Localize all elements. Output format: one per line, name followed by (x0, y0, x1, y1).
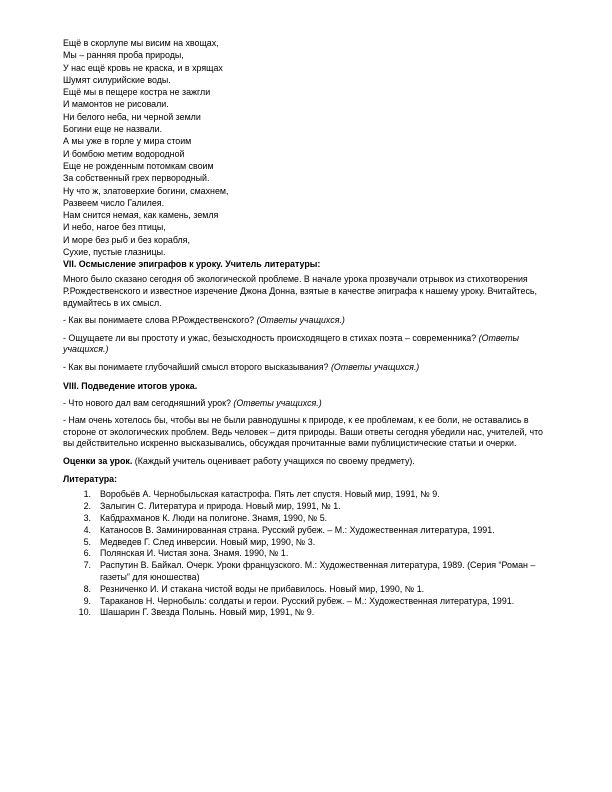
section-7-intro: Много было сказано сегодня об экологической проблеме. В начале урока прозвучали отрывок из стихотворения Р.Рождественского и известное изречение Джона Донна, взятые в качестве эпиграфа к нашему уроку. Вчитайтесь, вдумайтесь в их смысл. (63, 274, 537, 308)
poem-line: Ну что ж, златоверхие богини, смахнем, (63, 185, 229, 196)
list-item (63, 560, 553, 584)
poem-line: За собственный грех первородный. (63, 173, 210, 184)
poem-line: Еще не рожденным потомкам своим (63, 160, 214, 171)
literature-list (63, 489, 553, 619)
literature-heading: Литература: (63, 474, 118, 485)
poem-line: Шумят силурийские воды. (63, 74, 171, 85)
grades-label: Оценки за урок. (63, 455, 133, 466)
item-number: 3. (83, 513, 91, 524)
item-text: Тараканов Н. Чернобыль: солдаты и герои. Русский рубеж. – М.: Художественная литература, 1991. (100, 595, 515, 606)
poem-line: И бомбою метим водородной (63, 148, 185, 159)
poem-line: И мамонтов не рисовали. (63, 99, 169, 110)
answer-note: (Ответы учащихся.) (330, 361, 420, 372)
poem-line: У нас ещё кровь не краска, и в хрящах (63, 62, 223, 73)
item-text: Полянская И. Чистая зона. Знамя. 1990, № 1. (100, 548, 289, 559)
item-text: Катаносов В. Заминированная страна. Русский рубеж. – М.: Художественная литература, 1991. (100, 524, 495, 535)
list-item (63, 489, 553, 501)
item-number: 1. (83, 489, 91, 500)
item-text: Воробьёв А. Чернобыльская катастрофа. Пять лет спустя. Новый мир, 1991, № 9. (100, 489, 440, 500)
list-item (63, 501, 553, 513)
list-item (63, 513, 553, 525)
item-number: 10. (78, 607, 91, 618)
list-item (63, 537, 553, 549)
item-text: Залыгин С. Литература и природа. Новый мир, 1991, № 1. (100, 501, 341, 512)
section-8-heading: VIII. Подведение итогов урока. (63, 380, 198, 391)
item-number: 6. (83, 548, 91, 559)
list-item (63, 548, 553, 560)
grades-paragraph (63, 456, 553, 468)
question-text: - Как вы понимаете слова Р.Рождественского? (63, 315, 257, 326)
item-number: 5. (83, 536, 91, 547)
poem-line: Развеем число Галилея. (63, 197, 165, 208)
item-text: Шашарин Г. Звезда Полынь. Новый мир, 1991, № 9. (100, 607, 315, 618)
answer-note: (Ответы учащихся.) (233, 397, 322, 408)
item-text: Распутин В. Байкал. Очерк. Уроки французского. М.: Художественная литература, 1989. (Серия “Роман – газеты” для юношества) (100, 560, 536, 583)
question-text: - Что нового дал вам сегодняшний урок? (63, 397, 234, 408)
answer-note: (Ответы учащихся.) (63, 332, 520, 355)
document-page (63, 37, 553, 619)
poem-line: И море без рыб и без корабля, (63, 234, 190, 245)
poem-line: И небо, нагое без птицы, (63, 222, 166, 233)
poem-line: Сухие, пустые глазницы. (63, 247, 166, 258)
poem-line: Ни белого неба, ни черной земли (63, 111, 201, 122)
question-paragraph (63, 398, 553, 410)
question-paragraph (63, 315, 553, 327)
item-number: 2. (83, 501, 91, 512)
list-item (63, 607, 553, 619)
poem-line: Богини еще не назвали. (63, 124, 163, 135)
question-paragraph (63, 362, 553, 374)
poem-line: А мы уже в горле у мира стоим (63, 136, 192, 147)
closing-paragraph: - Нам очень хотелось бы, чтобы вы не были равнодушны к природе, к ее проблемам, к ее боли, не оставались в стороне от экологических проблем. Ведь человек – дитя природы. Ваши ответы сегодня убедили нас, учителей, что вы действительно искренно высказывались, обсуждая прочитанные вами публицистические статьи и очерки. (63, 415, 543, 449)
item-number: 7. (83, 560, 91, 571)
item-number: 8. (83, 583, 91, 594)
poem-line: Мы – ранняя проба природы, (63, 50, 184, 61)
poem-line: Ещё в скорлупе мы висим на хвощах, (63, 38, 219, 48)
section-7-heading: VII. Осмысление эпиграфов к уроку. Учитель литературы: (63, 259, 321, 270)
list-item (63, 584, 553, 596)
list-item (63, 525, 553, 537)
question-paragraph (63, 333, 553, 356)
answer-note: (Ответы учащихся.) (256, 315, 345, 326)
question-text: - Как вы понимаете глубочайший смысл второго высказывания? (63, 361, 331, 372)
poem-line: Ещё мы в пещере костра не зажгли (63, 87, 211, 98)
item-number: 4. (83, 524, 91, 535)
poem-epigraph (63, 37, 553, 258)
question-text: - Ощущаете ли вы простоту и ужас, безысходность происходящего в стихах поэта – современника? (63, 332, 479, 343)
item-text: Резниченко И. И стакана чистой воды не прибавилось. Новый мир, 1990, № 1. (100, 583, 425, 594)
grades-text: (Каждый учитель оценивает работу учащихся по своему предмету). (132, 455, 415, 466)
item-text: Медведев Г. След инверсии. Новый мир, 1990, № 3. (100, 536, 316, 547)
list-item (63, 596, 553, 608)
item-text: Кабдрахманов К. Люди на полигоне. Знамя, 1990, № 5. (100, 513, 328, 524)
item-number: 9. (83, 595, 91, 606)
poem-line: Нам снится немая, как камень, земля (63, 210, 219, 221)
